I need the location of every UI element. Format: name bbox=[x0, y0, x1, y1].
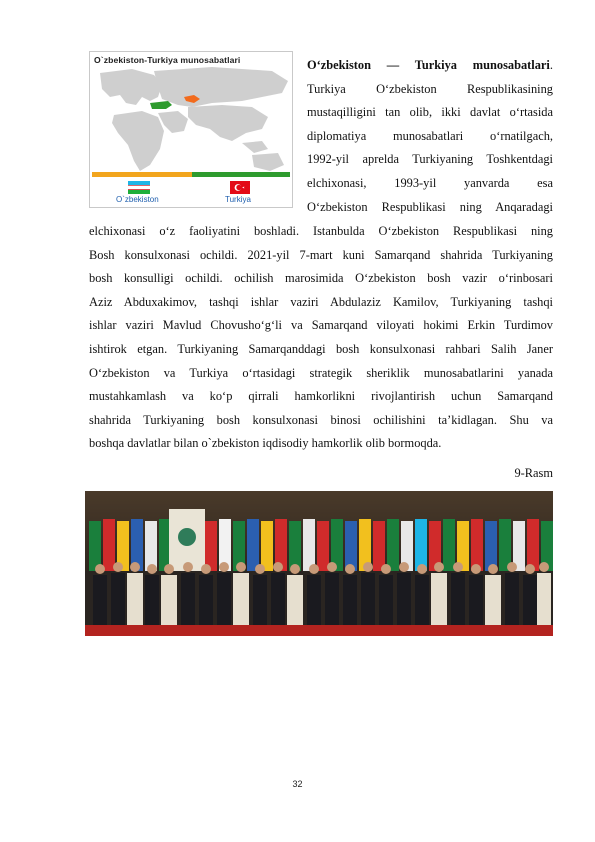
turkey-flag-icon bbox=[230, 181, 250, 194]
text-line: mustahkamlash va ko‘p qirrali hamkorlikni rivojlantirish uchun Samarqand bbox=[89, 389, 553, 404]
body-paragraph bbox=[89, 220, 553, 456]
text-line: mustaqilligini tan olib, ikki davlat o‘rtasida bbox=[307, 105, 553, 120]
uzbekistan-flag-icon bbox=[128, 181, 150, 194]
summit-group-photo bbox=[85, 491, 553, 636]
stripe-green bbox=[192, 172, 290, 177]
text-line: Aziz Abduxakimov, tashqi ishlar vaziri Abdulaziz Kamilov, Turkiyaning tashqi bbox=[89, 294, 553, 309]
text-line: O‘zbekiston va Turkiya o‘rtasidagi strategik sheriklik munosabatlarini yanada bbox=[89, 365, 553, 380]
delegates bbox=[85, 562, 553, 627]
text-line: O‘zbekiston Respublikasi ning Anqaradagi bbox=[307, 199, 553, 214]
text-line: ishtirok etgan. Turkiyaning Samarqanddagi bosh konsulxonasi rahbari Salih Janer bbox=[89, 341, 553, 356]
text-line: diplomatiya munosabatlari o‘rnatilgach, bbox=[307, 128, 553, 143]
text-line: shahrida Turkiyaning bosh konsulxonasi binosi ochilishini ta’kidlagan. Shu va bbox=[89, 412, 553, 427]
label-turkey: Turkiya bbox=[225, 195, 251, 204]
text-line: elchixonasi, 1993-yil yanvarda esa bbox=[307, 175, 553, 190]
relations-map-figure bbox=[89, 51, 293, 208]
text-line: boshqa davlatlar bilan o`zbekiston iqdisodiy hamkorlik olib bormoqda. bbox=[89, 436, 442, 451]
text-line: ishlar vaziri Mavlud Chovusho‘g‘li va Samarqand viloyati hokimi Erkin Turdimov bbox=[89, 318, 553, 333]
world-map bbox=[92, 67, 290, 174]
text-line bbox=[307, 54, 553, 78]
section-heading: O‘zbekiston — Turkiya munosabatlari bbox=[307, 58, 550, 72]
text-line: 1992-yil aprelda Turkiyaning Toshkentdagi bbox=[307, 152, 553, 167]
text-line: Bosh konsulxonasi ochildi. 2021-yil 7-mart kuni Samarqand shahrida Turkiyaning bbox=[89, 247, 553, 262]
label-uzbekistan: O`zbekiston bbox=[116, 195, 159, 204]
map-title: O`zbekiston-Turkiya munosabatlari bbox=[94, 55, 241, 65]
stripe-orange bbox=[92, 172, 192, 177]
text-line: elchixonasi o‘z faoliyatini boshladi. Istanbulda O‘zbekiston Respublikasi ning bbox=[89, 224, 553, 238]
text-line: Turkiya O‘zbekiston Respublikasining bbox=[307, 81, 553, 96]
page-number: 32 bbox=[292, 779, 303, 789]
figure-caption: 9-Rasm bbox=[514, 466, 553, 480]
right-column-text bbox=[307, 54, 553, 219]
heading-punctuation: . bbox=[549, 58, 553, 72]
red-carpet bbox=[85, 625, 553, 636]
text-line: bosh konsulligi ochildi. ochilish marosimida O‘zbekiston bosh vazir o‘rinbosari bbox=[89, 271, 553, 286]
